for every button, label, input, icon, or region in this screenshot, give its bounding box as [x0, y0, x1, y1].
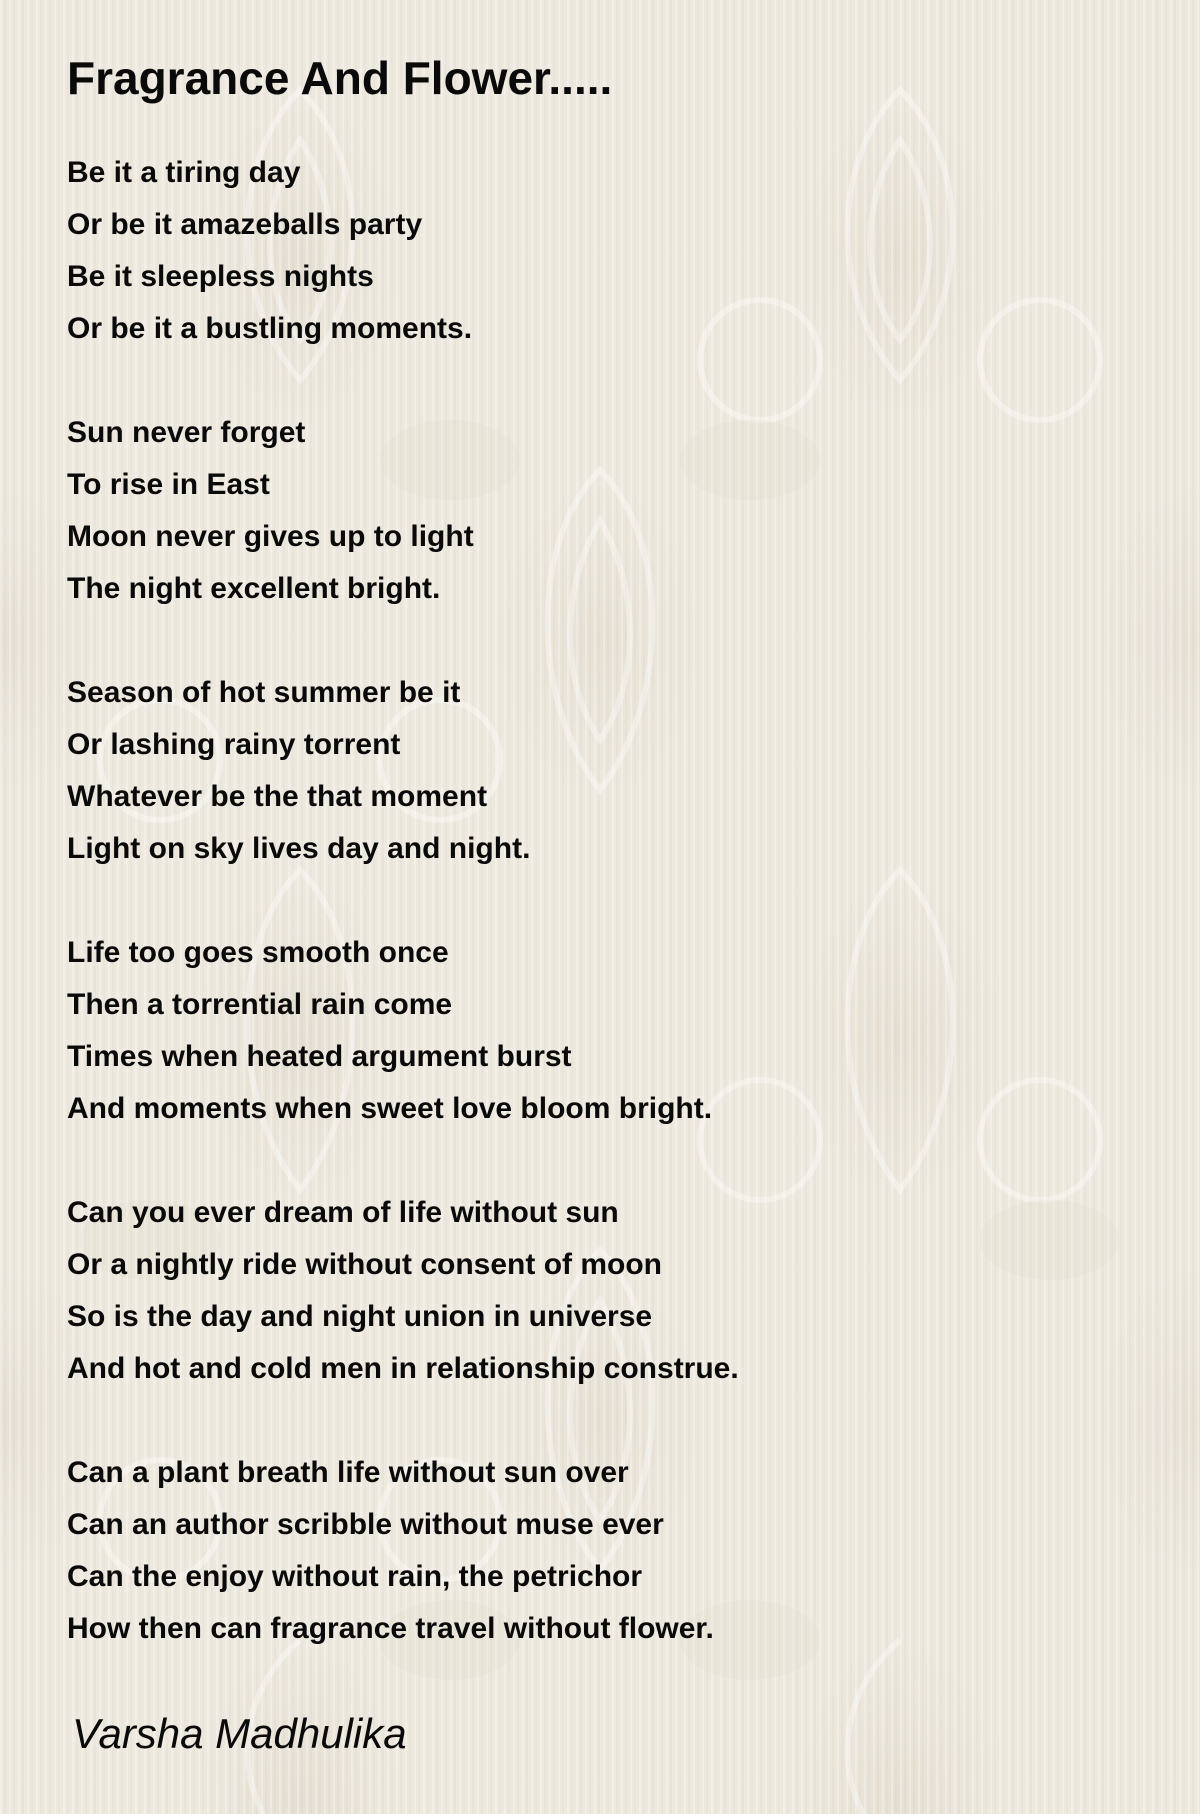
poem-line: Light on sky lives day and night. — [67, 832, 531, 865]
poem-line: Season of hot summer be it — [67, 676, 461, 709]
poem-line: Or be it a bustling moments. — [67, 312, 473, 345]
poem-line: Moon never gives up to light — [67, 520, 474, 553]
poem-line: Times when heated argument burst — [67, 1040, 572, 1073]
stanza-3 — [67, 667, 739, 875]
poem-line: Or be it amazeballs party — [67, 208, 423, 241]
poem-line: Whatever be the that moment — [67, 780, 488, 813]
stanza-6 — [67, 1447, 739, 1655]
poem-author: Varsha Madhulika — [72, 1710, 407, 1757]
poem-line: The night excellent bright. — [67, 572, 441, 605]
poem-line: And hot and cold men in relationship construe. — [67, 1352, 739, 1385]
poem-line: To rise in East — [67, 468, 270, 501]
poem-line: Be it a tiring day — [67, 156, 301, 189]
stanza-1 — [67, 147, 739, 355]
poem-line: Life too goes smooth once — [67, 936, 449, 969]
poem-title: Fragrance And Flower..... — [67, 52, 613, 104]
poem-line: How then can fragrance travel without flower. — [67, 1612, 714, 1645]
stanza-2 — [67, 407, 739, 615]
poem-line: Can the enjoy without rain, the petrichor — [67, 1560, 643, 1593]
poem-line: And moments when sweet love bloom bright. — [67, 1092, 713, 1125]
poem-line: Be it sleepless nights — [67, 260, 374, 293]
poem-line: Sun never forget — [67, 416, 306, 449]
stanza-4 — [67, 927, 739, 1135]
poem-line: Or lashing rainy torrent — [67, 728, 401, 761]
poem-line: Then a torrential rain come — [67, 988, 453, 1021]
stanza-5 — [67, 1187, 739, 1395]
poem-line: Can an author scribble without muse ever — [67, 1508, 664, 1541]
poem-line: Can a plant breath life without sun over — [67, 1456, 629, 1489]
poem-line: Or a nightly ride without consent of moon — [67, 1248, 662, 1281]
poem-line: Can you ever dream of life without sun — [67, 1196, 619, 1229]
poem-line: So is the day and night union in universe — [67, 1300, 653, 1333]
poem-body — [67, 147, 739, 1655]
